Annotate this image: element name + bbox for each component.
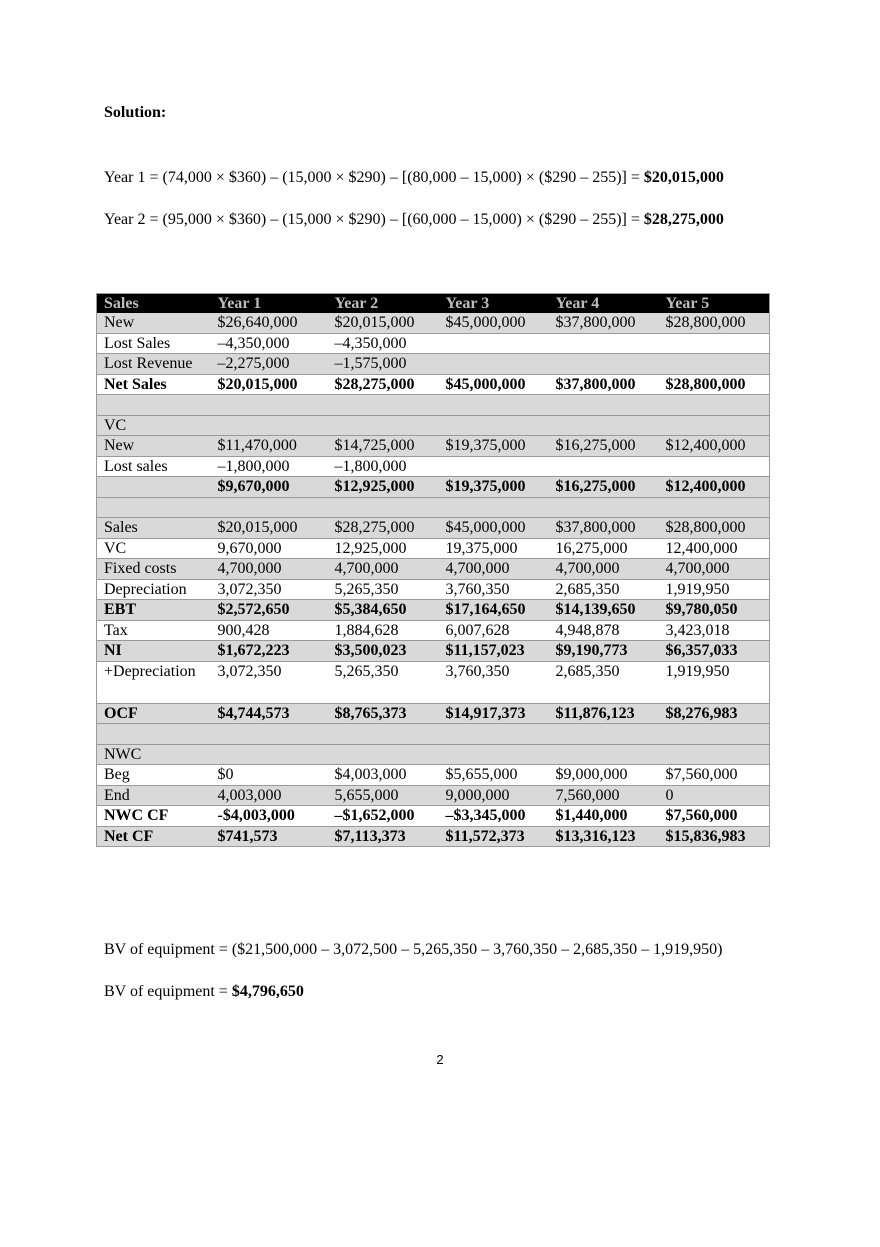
table-cell: 4,700,000 — [549, 559, 659, 580]
table-cell: $5,655,000 — [439, 765, 549, 786]
row-label: Lost Sales — [97, 333, 211, 354]
table-cell: 900,428 — [211, 620, 328, 641]
header-cell: Year 3 — [439, 294, 549, 314]
equation-result: $20,015,000 — [643, 169, 724, 186]
table-cell — [659, 415, 770, 436]
table-cell: $28,275,000 — [328, 518, 439, 539]
table-cell — [328, 744, 439, 765]
table-header-row — [97, 294, 770, 314]
table-row — [97, 620, 770, 641]
table-cell: $11,157,023 — [439, 641, 549, 662]
table-row — [97, 744, 770, 765]
table-cell: $28,800,000 — [659, 313, 770, 333]
table-cell: $17,164,650 — [439, 600, 549, 621]
header-cell: Year 2 — [328, 294, 439, 314]
table-cell: 4,700,000 — [659, 559, 770, 580]
row-label: Lost sales — [97, 456, 211, 477]
table-row — [97, 724, 770, 745]
table-cell: –$3,345,000 — [439, 806, 549, 827]
table-row — [97, 456, 770, 477]
table-row — [97, 538, 770, 559]
solution-heading: Solution: — [104, 104, 167, 121]
table-cell — [659, 724, 770, 745]
table-cell: $4,744,573 — [211, 703, 328, 724]
table-cell — [328, 724, 439, 745]
table-cell: $13,316,123 — [549, 826, 659, 847]
table-cell — [549, 333, 659, 354]
table-cell — [211, 744, 328, 765]
table-row — [97, 806, 770, 827]
header-cell: Sales — [97, 294, 211, 314]
table-cell: $14,139,650 — [549, 600, 659, 621]
table-cell — [211, 415, 328, 436]
table-cell: $20,015,000 — [211, 374, 328, 395]
table-cell: –2,275,000 — [211, 354, 328, 375]
table-cell: 5,655,000 — [328, 785, 439, 806]
table-cell — [211, 497, 328, 518]
table-cell: $19,375,000 — [439, 477, 549, 498]
table-row — [97, 579, 770, 600]
row-label: Beg — [97, 765, 211, 786]
table-row — [97, 436, 770, 457]
equation-text: Year 2 = (95,000 × $360) – (15,000 × $290) – [(60,000 – 15,000) × ($290 – 255)] = — [104, 211, 644, 228]
table-cell: 2,685,350 — [549, 579, 659, 600]
table-row — [97, 641, 770, 662]
table-cell: 2,685,350 — [549, 661, 659, 703]
table-cell: $45,000,000 — [439, 518, 549, 539]
table-cell: $9,670,000 — [211, 477, 328, 498]
table-cell: 4,700,000 — [328, 559, 439, 580]
table-row — [97, 395, 770, 416]
table-cell: 19,375,000 — [439, 538, 549, 559]
row-label — [97, 395, 211, 416]
table-row — [97, 374, 770, 395]
table-cell: $12,400,000 — [659, 436, 770, 457]
row-label: NWC — [97, 744, 211, 765]
table-cell: $12,400,000 — [659, 477, 770, 498]
table-row — [97, 477, 770, 498]
row-label: Fixed costs — [97, 559, 211, 580]
header-cell: Year 1 — [211, 294, 328, 314]
equation-year-2 — [104, 211, 724, 229]
table-cell: 3,760,350 — [439, 579, 549, 600]
table-cell — [659, 333, 770, 354]
table-cell: $11,572,373 — [439, 826, 549, 847]
table-cell — [439, 333, 549, 354]
table-cell: –4,350,000 — [328, 333, 439, 354]
table-row — [97, 559, 770, 580]
table-cell — [439, 415, 549, 436]
table-cell: 16,275,000 — [549, 538, 659, 559]
table-cell — [439, 395, 549, 416]
table-cell — [549, 744, 659, 765]
table-cell: $15,836,983 — [659, 826, 770, 847]
row-label — [97, 497, 211, 518]
table-cell: 9,670,000 — [211, 538, 328, 559]
table-cell: $11,470,000 — [211, 436, 328, 457]
table-cell: –1,575,000 — [328, 354, 439, 375]
table-cell: 9,000,000 — [439, 785, 549, 806]
table-cell: $7,560,000 — [659, 765, 770, 786]
header-cell: Year 5 — [659, 294, 770, 314]
table-cell — [549, 354, 659, 375]
table-cell: 1,919,950 — [659, 661, 770, 703]
table-cell — [659, 744, 770, 765]
table-cell: 5,265,350 — [328, 661, 439, 703]
table-cell: $9,780,050 — [659, 600, 770, 621]
table-cell: $1,672,223 — [211, 641, 328, 662]
table-cell: 12,925,000 — [328, 538, 439, 559]
row-label: NI — [97, 641, 211, 662]
table-row — [97, 785, 770, 806]
table-cell — [659, 354, 770, 375]
table-cell: 4,948,878 — [549, 620, 659, 641]
row-label: Tax — [97, 620, 211, 641]
table-cell: 7,560,000 — [549, 785, 659, 806]
table-cell: –1,800,000 — [328, 456, 439, 477]
row-label: New — [97, 313, 211, 333]
table-cell: 3,072,350 — [211, 579, 328, 600]
table-cell: 1,884,628 — [328, 620, 439, 641]
table-cell: 3,072,350 — [211, 661, 328, 703]
header-cell: Year 4 — [549, 294, 659, 314]
row-label — [97, 724, 211, 745]
table-cell: 1,919,950 — [659, 579, 770, 600]
table-row — [97, 518, 770, 539]
row-label: Net Sales — [97, 374, 211, 395]
equation-text: Year 1 = (74,000 × $360) – (15,000 × $290) – [(80,000 – 15,000) × ($290 – 255)] = — [104, 169, 644, 186]
table-cell: $9,000,000 — [549, 765, 659, 786]
table-cell — [328, 497, 439, 518]
table-cell — [659, 395, 770, 416]
table-cell: –1,800,000 — [211, 456, 328, 477]
equation-result: $28,275,000 — [643, 211, 724, 228]
row-label: Lost Revenue — [97, 354, 211, 375]
table-cell: $11,876,123 — [549, 703, 659, 724]
table-cell: $2,572,650 — [211, 600, 328, 621]
table-cell — [328, 415, 439, 436]
cash-flow-table — [96, 293, 770, 847]
table-cell: 3,423,018 — [659, 620, 770, 641]
table-row — [97, 765, 770, 786]
table-cell: 5,265,350 — [328, 579, 439, 600]
table-cell: $9,190,773 — [549, 641, 659, 662]
table-cell: $19,375,000 — [439, 436, 549, 457]
table-cell — [659, 497, 770, 518]
row-label: Depreciation — [97, 579, 211, 600]
table-cell: 4,700,000 — [439, 559, 549, 580]
table-cell — [439, 744, 549, 765]
table-cell: $5,384,650 — [328, 600, 439, 621]
equation-year-1 — [104, 169, 724, 187]
table-row — [97, 497, 770, 518]
table-cell — [549, 456, 659, 477]
table-cell: 12,400,000 — [659, 538, 770, 559]
table-cell — [439, 354, 549, 375]
table-row — [97, 600, 770, 621]
table-row — [97, 661, 770, 703]
table-cell: $14,917,373 — [439, 703, 549, 724]
table-cell: $0 — [211, 765, 328, 786]
table-cell: $28,800,000 — [659, 374, 770, 395]
row-label: OCF — [97, 703, 211, 724]
table-cell — [211, 395, 328, 416]
table-cell — [211, 724, 328, 745]
table-cell — [439, 724, 549, 745]
bv-result-line — [104, 983, 304, 1001]
table-cell: $12,925,000 — [328, 477, 439, 498]
row-label: NWC CF — [97, 806, 211, 827]
table-cell: $7,560,000 — [659, 806, 770, 827]
table-cell: 6,007,628 — [439, 620, 549, 641]
table-cell — [659, 456, 770, 477]
table-cell: 4,700,000 — [211, 559, 328, 580]
row-label: Sales — [97, 518, 211, 539]
table-cell: $37,800,000 — [549, 518, 659, 539]
table-cell: $8,765,373 — [328, 703, 439, 724]
table-cell: $14,725,000 — [328, 436, 439, 457]
row-label: New — [97, 436, 211, 457]
table-cell — [549, 395, 659, 416]
table-cell: $26,640,000 — [211, 313, 328, 333]
table-row — [97, 826, 770, 847]
table-cell — [549, 497, 659, 518]
table-cell: $20,015,000 — [328, 313, 439, 333]
row-label: VC — [97, 538, 211, 559]
table-cell: $28,275,000 — [328, 374, 439, 395]
table-cell: $8,276,983 — [659, 703, 770, 724]
bv-result-value: $4,796,650 — [231, 983, 304, 1000]
table-cell: $45,000,000 — [439, 374, 549, 395]
table-cell: 0 — [659, 785, 770, 806]
table-cell — [549, 415, 659, 436]
row-label — [97, 477, 211, 498]
table-cell: $741,573 — [211, 826, 328, 847]
table-cell: -$4,003,000 — [211, 806, 328, 827]
table-row — [97, 415, 770, 436]
row-label: Net CF — [97, 826, 211, 847]
table-cell: $1,440,000 — [549, 806, 659, 827]
table-cell: $7,113,373 — [328, 826, 439, 847]
table-cell: $6,357,033 — [659, 641, 770, 662]
row-label: EBT — [97, 600, 211, 621]
row-label: +Depreciation — [97, 661, 211, 703]
table-cell — [328, 395, 439, 416]
table-row — [97, 354, 770, 375]
table-cell: $3,500,023 — [328, 641, 439, 662]
table-cell: $37,800,000 — [549, 313, 659, 333]
table-cell: $20,015,000 — [211, 518, 328, 539]
table-cell: $16,275,000 — [549, 436, 659, 457]
table-cell — [549, 724, 659, 745]
page-number: 2 — [436, 1052, 444, 1067]
row-label: End — [97, 785, 211, 806]
table-cell: $28,800,000 — [659, 518, 770, 539]
table-cell: $4,003,000 — [328, 765, 439, 786]
table-cell: $16,275,000 — [549, 477, 659, 498]
bv-result-text: BV of equipment = — [104, 983, 232, 1000]
bv-equation-line: BV of equipment = ($21,500,000 – 3,072,500 – 5,265,350 – 3,760,350 – 2,685,350 – 1,919,950) — [104, 941, 723, 958]
table-row — [97, 703, 770, 724]
table-cell: 3,760,350 — [439, 661, 549, 703]
table-cell: 4,003,000 — [211, 785, 328, 806]
table-cell: $37,800,000 — [549, 374, 659, 395]
table-cell — [439, 497, 549, 518]
row-label: VC — [97, 415, 211, 436]
table-cell: $45,000,000 — [439, 313, 549, 333]
table-cell: –4,350,000 — [211, 333, 328, 354]
table-row — [97, 333, 770, 354]
table-cell — [439, 456, 549, 477]
table-cell: –$1,652,000 — [328, 806, 439, 827]
table-row — [97, 313, 770, 333]
